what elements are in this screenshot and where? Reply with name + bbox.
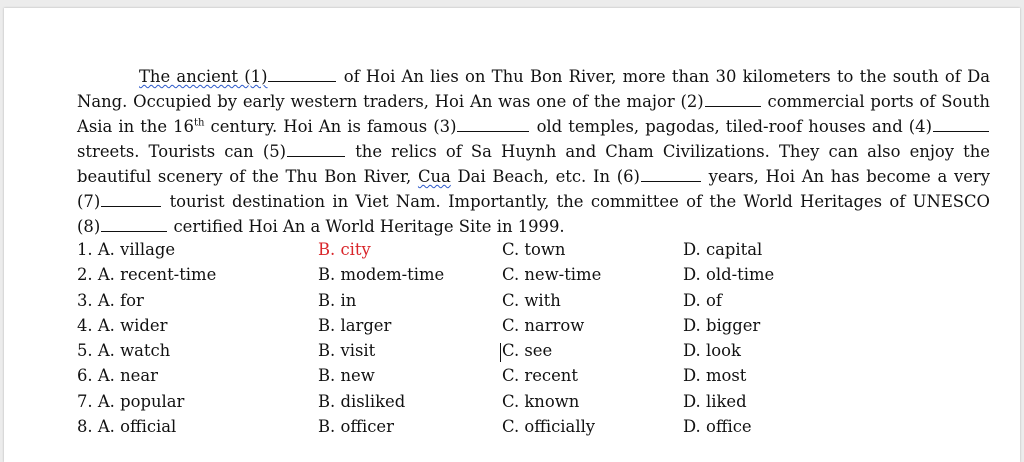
option-b[interactable]: B. new: [318, 366, 375, 386]
blank-7: [101, 191, 161, 207]
question-row-7: [77, 392, 997, 417]
option-b[interactable]: B. modem-time: [318, 265, 445, 285]
option-d[interactable]: D. old-time: [683, 265, 775, 285]
option-c[interactable]: C. narrow: [502, 315, 585, 335]
passage-text: the relics of Sa Huynh and Cham Civilizations. They can also enjoy the: [355, 142, 990, 161]
passage-text: (7): [77, 192, 101, 211]
option-c[interactable]: C. town: [502, 240, 566, 259]
option-c[interactable]: C. see: [502, 341, 553, 361]
reading-passage: [77, 64, 990, 239]
passage-text: of Hoi An lies on Thu Bon River, more than 30 kilometers to the south of Da: [343, 67, 991, 86]
option-a[interactable]: 6. A. near: [77, 366, 158, 386]
option-a[interactable]: 7. A. popular: [77, 391, 185, 411]
option-c[interactable]: C. new-time: [502, 265, 602, 285]
option-a[interactable]: 4. A. wider: [77, 315, 168, 335]
question-row-6: [77, 366, 997, 391]
option-c[interactable]: C. with: [502, 290, 561, 310]
question-row-8: [77, 417, 997, 442]
question-row-4: [77, 316, 997, 341]
option-c[interactable]: C. officially: [502, 417, 596, 437]
option-b-selected[interactable]: B. city: [318, 240, 371, 259]
passage-text: Dai Beach, etc. In (6): [450, 167, 640, 186]
question-row-1: [77, 240, 997, 265]
passage-text: beautiful scenery of the Thu Bon River,: [77, 167, 418, 186]
option-b[interactable]: B. in: [318, 290, 357, 310]
document-page: [4, 8, 1020, 462]
option-d[interactable]: D. capital: [683, 240, 763, 259]
passage-text: commercial ports of South: [767, 92, 990, 111]
passage-text: old temples, pagodas, tiled-roof houses and (4): [536, 117, 932, 136]
option-b[interactable]: B. visit: [318, 341, 376, 361]
option-a[interactable]: 5. A. watch: [77, 341, 171, 361]
question-row-3: [77, 291, 997, 316]
passage-line-5: [77, 164, 990, 189]
option-a[interactable]: 8. A. official: [77, 417, 177, 437]
option-b[interactable]: B. larger: [318, 315, 392, 335]
passage-text: years, Hoi An has become a very: [708, 167, 991, 186]
option-b[interactable]: B. officer: [318, 417, 394, 437]
option-a[interactable]: 1. A. village: [77, 240, 176, 259]
option-c[interactable]: C. known: [502, 391, 580, 411]
question-row-5: [77, 341, 997, 366]
blank-2: [705, 91, 761, 107]
option-d[interactable]: D. of: [683, 290, 722, 310]
option-d[interactable]: D. office: [683, 417, 752, 437]
blank-3: [457, 116, 529, 132]
option-b[interactable]: B. disliked: [318, 391, 406, 411]
passage-line-3: [77, 114, 990, 139]
option-d[interactable]: D. most: [683, 366, 747, 386]
blank-5: [287, 141, 345, 157]
answer-options: [77, 240, 997, 442]
passage-text: Nang. Occupied by early western traders, Hoi An was one of the major (2): [77, 92, 704, 111]
text-cursor: [500, 343, 501, 362]
passage-text: (8): [77, 217, 101, 236]
passage-text: century. Hoi An is famous (3): [204, 117, 457, 136]
misspelled-word: Cua: [417, 167, 451, 186]
passage-line-1: [77, 64, 990, 89]
passage-text: streets. Tourists can (5): [77, 142, 287, 161]
passage-text: tourist destination in Viet Nam. Importantly, the committee of the World Heritages of UNESCO: [169, 192, 990, 211]
option-d[interactable]: D. liked: [683, 391, 747, 411]
blank-6: [641, 166, 701, 182]
blank-1: [268, 66, 336, 82]
option-c[interactable]: C. recent: [502, 366, 578, 386]
passage-text: The ancient (1): [139, 67, 268, 86]
passage-line-6: [77, 189, 990, 214]
option-d[interactable]: D. bigger: [683, 315, 761, 335]
passage-text: Asia in the 16: [77, 117, 194, 136]
option-d[interactable]: D. look: [683, 341, 741, 361]
blank-4: [933, 116, 989, 132]
passage-line-4: [77, 139, 990, 164]
superscript: th: [193, 117, 205, 129]
option-a[interactable]: 3. A. for: [77, 290, 144, 310]
question-row-2: [77, 265, 997, 290]
passage-line-2: [77, 89, 990, 114]
option-a[interactable]: 2. A. recent-time: [77, 265, 217, 285]
blank-8: [101, 216, 167, 232]
passage-line-7: [77, 214, 990, 239]
passage-text: certified Hoi An a World Heritage Site in 1999.: [173, 217, 565, 236]
